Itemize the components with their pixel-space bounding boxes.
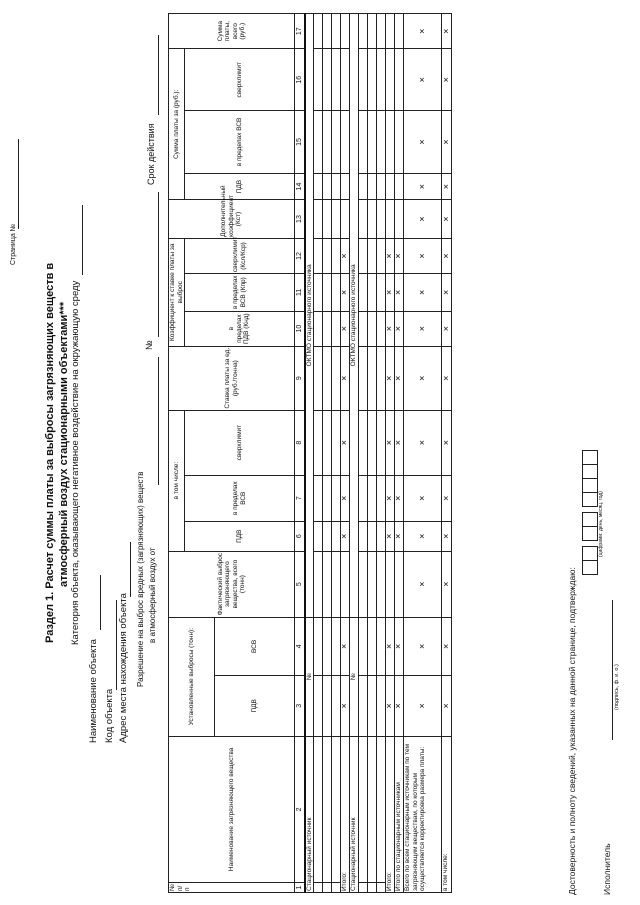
- col-actual-header: Фактический выброс загрязняющего вещества, всего (тонн): [169, 551, 295, 617]
- col-number: 11: [295, 274, 305, 311]
- x-mark: ×: [442, 14, 452, 49]
- object-address-label: Адрес места нахождения объекта: [118, 593, 129, 743]
- col-extra-header: Дополнительный коэффициент (Кст): [169, 200, 295, 239]
- col-number: 16: [295, 49, 305, 111]
- x-mark: ×: [442, 617, 452, 675]
- x-mark: ×: [442, 274, 452, 311]
- x-mark: ×: [404, 200, 442, 239]
- incl-label: в том числе:: [442, 736, 452, 892]
- source-number-sign: №: [305, 617, 314, 736]
- x-mark: ×: [404, 173, 442, 199]
- payment-table: [168, 13, 452, 893]
- signature-caption: (подпись, ф. и. о.): [614, 664, 620, 710]
- object-code-line: [116, 600, 117, 690]
- x-mark: ×: [404, 346, 442, 410]
- table-row: [314, 14, 323, 893]
- x-mark: ×: [404, 410, 442, 475]
- itogo-label: Итого:: [341, 736, 350, 892]
- page-number-label: Страница №: [10, 223, 17, 265]
- section-title-line1: Раздел 1. Расчет суммы платы за выбросы загрязняющих веществ в: [44, 262, 56, 643]
- category-label: Категория объекта, оказывающего негативное воздействие на окружающую среду: [70, 280, 81, 645]
- oktmo-label: ОКТМО стационарного источника: [305, 14, 314, 618]
- col-total-header: Сумма платы, всего (руб.): [169, 14, 295, 49]
- x-mark: ×: [404, 521, 442, 551]
- table-row: [323, 14, 332, 893]
- x-mark: ×: [341, 274, 350, 311]
- source-number-sign: №: [350, 617, 359, 736]
- validity-label: Срок действия: [146, 123, 156, 185]
- all-sources-label: Всего по всем стационарным источникам по тем загрязняющим веществам, по которым осуществляется корректировка размера платы:: [404, 736, 442, 892]
- x-mark: ×: [386, 521, 395, 551]
- permission-label-2: в атмосферный воздух от: [148, 547, 157, 643]
- x-mark: ×: [404, 238, 442, 273]
- coef-sl-header: сверхлимит (Ксл/Кср): [185, 238, 295, 273]
- x-mark: ×: [442, 410, 452, 475]
- x-mark: ×: [404, 311, 442, 346]
- col-number: 3: [295, 676, 305, 737]
- x-mark: ×: [395, 521, 404, 551]
- col-number: 5: [295, 551, 305, 617]
- x-mark: ×: [341, 238, 350, 273]
- object-address-line: [130, 542, 131, 597]
- sum-vsv-header: в пределах ВСВ: [185, 111, 295, 174]
- x-mark: ×: [442, 475, 452, 521]
- coef-np-header: в пределах ВСВ (Кпр): [185, 274, 295, 311]
- x-mark: ×: [442, 238, 452, 273]
- x-mark: ×: [395, 311, 404, 346]
- col-number: 15: [295, 111, 305, 174]
- x-mark: ×: [395, 676, 404, 737]
- table-row: [332, 14, 341, 893]
- x-mark: ×: [442, 200, 452, 239]
- col-number: 9: [295, 346, 305, 410]
- x-mark: ×: [341, 410, 350, 475]
- x-mark: ×: [395, 617, 404, 675]
- table-row: [368, 14, 377, 893]
- permission-label-1: Разрешение на выброс вредных (загрязняющих) веществ: [136, 471, 145, 687]
- x-mark: ×: [386, 676, 395, 737]
- col-n-header: № п/п: [169, 883, 295, 893]
- date-box[interactable]: [582, 526, 598, 541]
- limits-vsv-header: ВСВ: [215, 617, 295, 675]
- incl-over-header: сверхлимит: [185, 410, 295, 475]
- subtotal-row: [386, 14, 395, 893]
- x-mark: ×: [442, 346, 452, 410]
- x-mark: ×: [395, 238, 404, 273]
- col-number: 4: [295, 617, 305, 675]
- executor-label: Исполнитель: [602, 843, 612, 895]
- x-mark: ×: [404, 475, 442, 521]
- x-mark: ×: [386, 274, 395, 311]
- table-row: [350, 14, 359, 893]
- x-mark: ×: [442, 521, 452, 551]
- permission-date-line: [158, 357, 159, 485]
- stationary-source-label: Стационарный источник: [305, 736, 314, 892]
- col-number: 8: [295, 410, 305, 475]
- x-mark: ×: [442, 311, 452, 346]
- col-limits-header: Установленные выбросы (тонн):: [169, 617, 215, 736]
- col-number: 10: [295, 311, 305, 346]
- x-mark: ×: [404, 551, 442, 617]
- date-box[interactable]: [582, 464, 598, 479]
- x-mark: ×: [442, 111, 452, 174]
- category-line: [82, 205, 83, 275]
- x-mark: ×: [404, 49, 442, 111]
- col-coef-header: Коэффициент к ставке платы за выброс: [169, 238, 185, 346]
- col-pollutant-header: Наименование загрязняющего вещества: [169, 736, 295, 882]
- date-box[interactable]: [582, 546, 598, 561]
- date-box[interactable]: [582, 478, 598, 493]
- permission-number-sign: №: [144, 340, 154, 350]
- col-number: 13: [295, 200, 305, 239]
- certify-text: Достоверность и полноту сведений, указанных на данной странице, подтверждаю:: [567, 567, 577, 895]
- x-mark: ×: [404, 111, 442, 174]
- x-mark: ×: [386, 311, 395, 346]
- itogo-label: Итого:: [386, 736, 395, 892]
- x-mark: ×: [341, 617, 350, 675]
- sum-over-header: сверхлимит: [185, 49, 295, 111]
- date-box[interactable]: [582, 512, 598, 527]
- x-mark: ×: [404, 14, 442, 49]
- col-incl-header: в том числе:: [169, 410, 185, 551]
- date-box[interactable]: [582, 492, 598, 507]
- object-name-label: Наименование объекта: [88, 639, 99, 743]
- subtotal-row: [341, 14, 350, 893]
- x-mark: ×: [395, 346, 404, 410]
- x-mark: ×: [341, 521, 350, 551]
- x-mark: ×: [442, 551, 452, 617]
- oktmo-label: ОКТМО стационарного источника: [350, 14, 359, 618]
- date-box[interactable]: [582, 560, 598, 575]
- col-rate-header: Ставка платы за ед. (руб./тонна): [169, 346, 295, 410]
- x-mark: ×: [404, 617, 442, 675]
- x-mark: ×: [442, 676, 452, 737]
- col-number: 2: [295, 736, 305, 882]
- object-name-line: [100, 575, 101, 630]
- validity-line: [158, 35, 159, 115]
- col-number: 17: [295, 14, 305, 49]
- x-mark: ×: [341, 346, 350, 410]
- sum-pdv-header: ПДВ: [185, 173, 295, 199]
- total-sources-label: Итого по стационарным источникам: [395, 736, 404, 892]
- x-mark: ×: [404, 676, 442, 737]
- all-sources-row: [404, 14, 442, 893]
- stationary-source-label: Стационарный источник: [350, 736, 359, 892]
- x-mark: ×: [442, 173, 452, 199]
- x-mark: ×: [386, 346, 395, 410]
- col-number: 7: [295, 475, 305, 521]
- incl-pdv-header: ПДВ: [185, 521, 295, 551]
- x-mark: ×: [404, 274, 442, 311]
- section-title-line2: атмосферный воздух стационарными объектами***: [58, 301, 70, 587]
- page-number-line: [18, 139, 19, 229]
- object-code-label: Код объекта: [104, 688, 115, 743]
- x-mark: ×: [395, 410, 404, 475]
- permission-number-line: [158, 192, 159, 337]
- date-caption: (цифрами: день, месяц, год): [598, 491, 604, 557]
- x-mark: ×: [341, 676, 350, 737]
- limits-pdv-header: ПДВ: [215, 676, 295, 737]
- x-mark: ×: [395, 475, 404, 521]
- col-number: 1: [295, 883, 305, 893]
- x-mark: ×: [386, 238, 395, 273]
- column-numbers-row: [295, 14, 305, 893]
- col-sum-header: Сумма платы за (руб.):: [169, 49, 185, 200]
- col-number: 6: [295, 521, 305, 551]
- col-number: 14: [295, 173, 305, 199]
- date-box[interactable]: [582, 450, 598, 465]
- x-mark: ×: [442, 49, 452, 111]
- x-mark: ×: [386, 617, 395, 675]
- incl-row: [442, 14, 452, 893]
- x-mark: ×: [341, 311, 350, 346]
- incl-vsv-header: в пределах ВСВ: [185, 475, 295, 521]
- table-row: [359, 14, 368, 893]
- coef-nd-header: в пределах ПДВ (Кнд): [185, 311, 295, 346]
- x-mark: ×: [341, 475, 350, 521]
- table-row: [305, 14, 314, 893]
- col-number: 12: [295, 238, 305, 273]
- x-mark: ×: [386, 410, 395, 475]
- x-mark: ×: [395, 274, 404, 311]
- x-mark: ×: [386, 475, 395, 521]
- signature-line: [612, 600, 613, 740]
- total-sources-row: [395, 14, 404, 893]
- table-row: [377, 14, 386, 893]
